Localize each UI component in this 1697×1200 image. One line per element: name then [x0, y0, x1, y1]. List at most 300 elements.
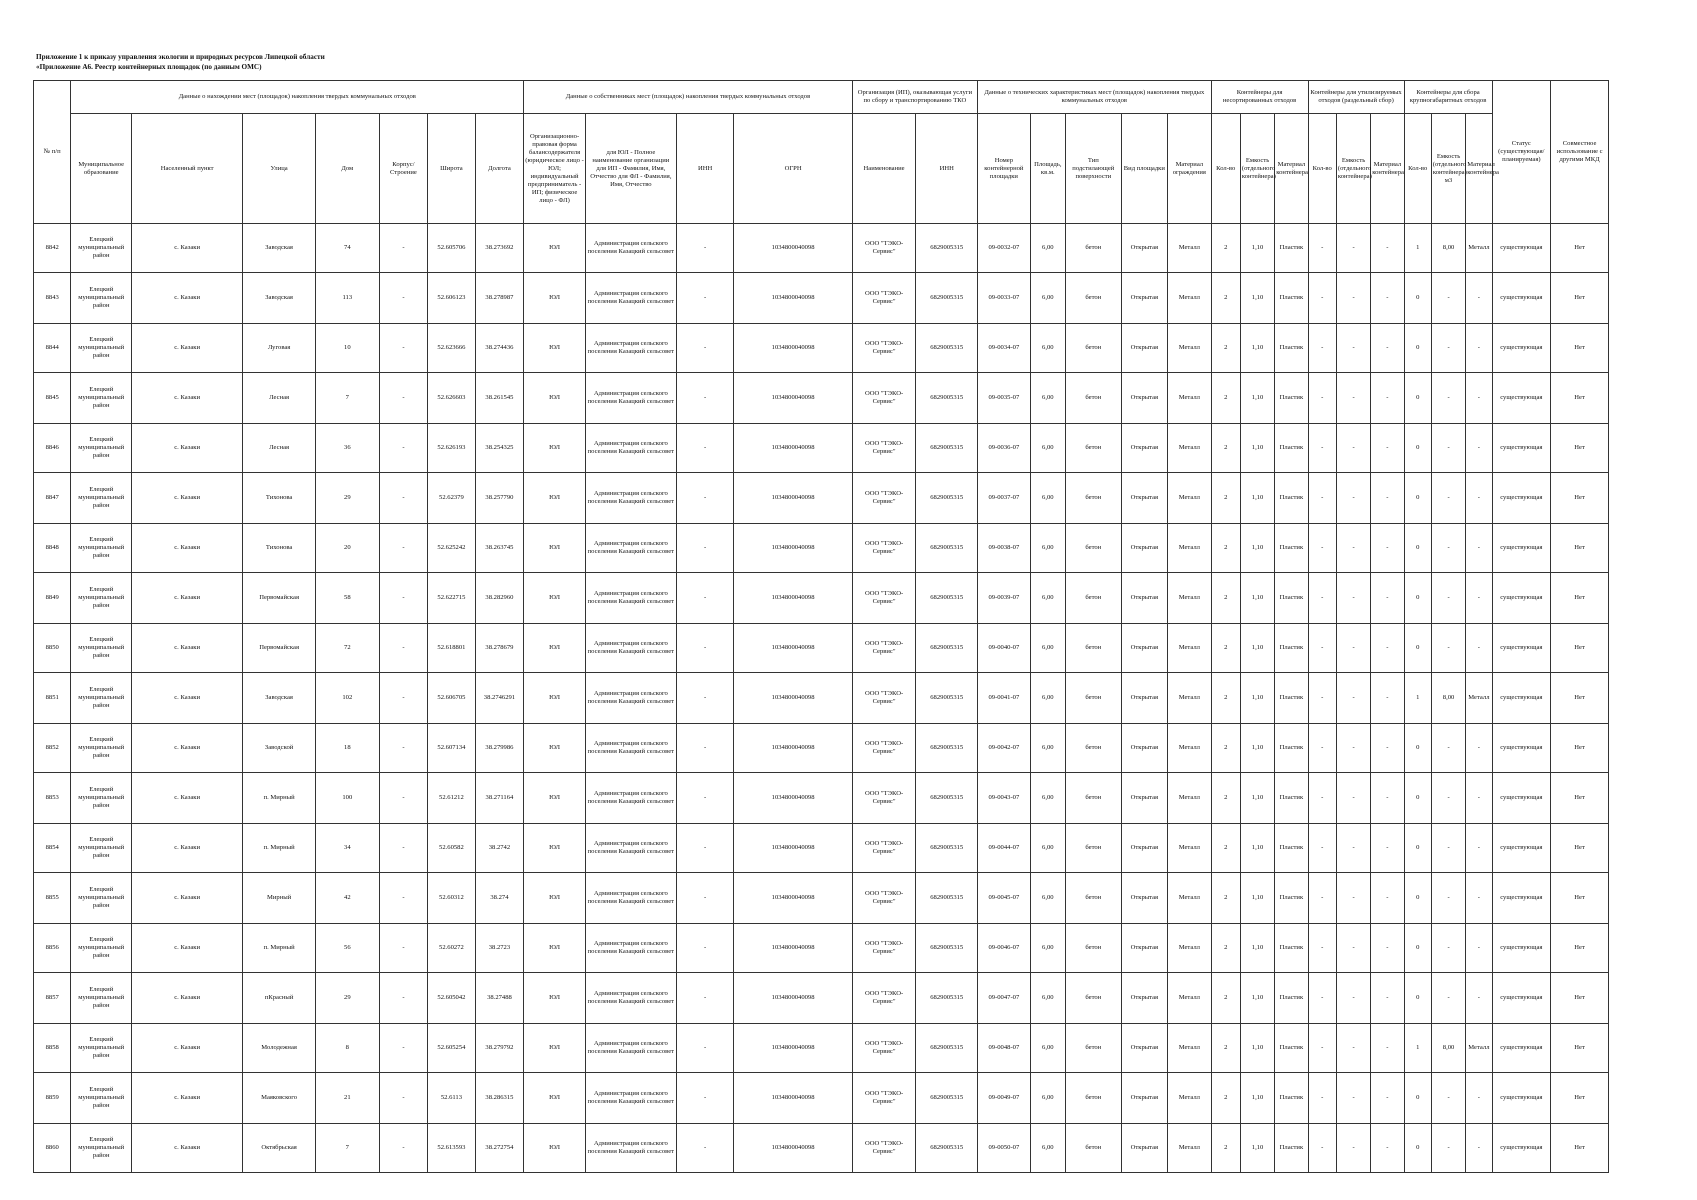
- cell-ogrn: 1034800040098: [734, 924, 852, 973]
- cell-recycle-qty: -: [1308, 973, 1336, 1024]
- cell-unsorted-qty: 2: [1211, 624, 1240, 673]
- cell-operator-inn: 6829005315: [916, 724, 978, 773]
- cell-recycle-capacity: -: [1336, 373, 1370, 424]
- cell-house: 7: [315, 373, 379, 424]
- cell-owner-name: Администрация сельского поселения Казацкий сельсовет: [585, 924, 676, 973]
- cell-bulky-qty: 0: [1404, 1073, 1431, 1124]
- cell-ogrn: 1034800040098: [734, 324, 852, 373]
- cell-operator-name: ООО "ТЭКО-Сервис": [852, 424, 916, 473]
- cell-municipality: Елецкий муниципальный район: [71, 424, 132, 473]
- cell-street: пКрасный: [243, 973, 316, 1024]
- cell-bulky-material: -: [1466, 924, 1492, 973]
- cell-lon: 38.27488: [475, 973, 524, 1024]
- cell-recycle-material: -: [1371, 324, 1404, 373]
- col-header-site-number: Номер контейнерной площадки: [978, 114, 1031, 224]
- cell-unsorted-material: Пластик: [1275, 573, 1308, 624]
- cell-area: 6,00: [1030, 924, 1065, 973]
- cell-surface: бетон: [1066, 373, 1122, 424]
- col-header-number: № п/п: [34, 81, 71, 224]
- cell-building: -: [379, 324, 428, 373]
- table-body: [34, 224, 1609, 1173]
- cell-recycle-capacity: -: [1336, 1073, 1370, 1124]
- cell-site-type: Открытая: [1121, 673, 1167, 724]
- cell-lon: 38.274: [475, 873, 524, 924]
- cell-shared: Нет: [1551, 324, 1609, 373]
- cell-building: -: [379, 273, 428, 324]
- cell-surface: бетон: [1066, 524, 1122, 573]
- cell-settlement: с. Казаки: [132, 824, 243, 873]
- cell-operator-inn: 6829005315: [916, 924, 978, 973]
- cell-house: 74: [315, 224, 379, 273]
- cell-lat: 52.607134: [428, 724, 476, 773]
- cell-fence: Металл: [1168, 673, 1211, 724]
- cell-settlement: с. Казаки: [132, 624, 243, 673]
- cell-site-number: 09-0036-07: [978, 424, 1031, 473]
- cell-surface: бетон: [1066, 873, 1122, 924]
- cell-municipality: Елецкий муниципальный район: [71, 724, 132, 773]
- cell-inn: -: [676, 673, 734, 724]
- cell-ogrn: 1034800040098: [734, 424, 852, 473]
- cell-settlement: с. Казаки: [132, 1124, 243, 1173]
- table-row: [34, 524, 1609, 573]
- col-header-surface: Тип подстилающей поверхности: [1066, 114, 1122, 224]
- table-row: [34, 924, 1609, 973]
- cell-fence: Металл: [1168, 873, 1211, 924]
- cell-ogrn: 1034800040098: [734, 1024, 852, 1073]
- table-row: [34, 424, 1609, 473]
- cell-recycle-qty: -: [1308, 673, 1336, 724]
- cell-municipality: Елецкий муниципальный район: [71, 324, 132, 373]
- cell-surface: бетон: [1066, 624, 1122, 673]
- col-header-bulky-capacity: Емкость (отдельного контейнера) м3: [1431, 114, 1465, 224]
- cell-ogrn: 1034800040098: [734, 1073, 852, 1124]
- cell-settlement: с. Казаки: [132, 273, 243, 324]
- cell-bulky-material: -: [1466, 824, 1492, 873]
- cell-operator-inn: 6829005315: [916, 524, 978, 573]
- cell-site-number: 09-0039-07: [978, 573, 1031, 624]
- cell-site-type: Открытая: [1121, 873, 1167, 924]
- cell-operator-inn: 6829005315: [916, 224, 978, 273]
- cell-area: 6,00: [1030, 373, 1065, 424]
- cell-recycle-capacity: -: [1336, 524, 1370, 573]
- cell-recycle-capacity: -: [1336, 924, 1370, 973]
- cell-recycle-material: -: [1371, 873, 1404, 924]
- cell-settlement: с. Казаки: [132, 924, 243, 973]
- cell-site-type: Открытая: [1121, 973, 1167, 1024]
- cell-org-form: ЮЛ: [524, 524, 586, 573]
- cell-unsorted-qty: 2: [1211, 1124, 1240, 1173]
- cell-shared: Нет: [1551, 1024, 1609, 1073]
- cell-fence: Металл: [1168, 824, 1211, 873]
- group-header-bulky: Контейнеры для сбора крупногабаритных отходов: [1404, 81, 1492, 114]
- cell-house: 29: [315, 973, 379, 1024]
- cell-status: существующая: [1492, 873, 1551, 924]
- cell-shared: Нет: [1551, 873, 1609, 924]
- table-row: [34, 573, 1609, 624]
- cell-municipality: Елецкий муниципальный район: [71, 224, 132, 273]
- cell-operator-name: ООО "ТЭКО-Сервис": [852, 1124, 916, 1173]
- cell-bulky-capacity: -: [1431, 524, 1465, 573]
- cell-site-number: 09-0042-07: [978, 724, 1031, 773]
- cell-site-number: 09-0038-07: [978, 524, 1031, 573]
- cell-number: 8845: [34, 373, 71, 424]
- cell-number: 8853: [34, 773, 71, 824]
- cell-building: -: [379, 1024, 428, 1073]
- cell-operator-inn: 6829005315: [916, 1073, 978, 1124]
- cell-org-form: ЮЛ: [524, 1124, 586, 1173]
- cell-municipality: Елецкий муниципальный район: [71, 624, 132, 673]
- cell-operator-name: ООО "ТЭКО-Сервис": [852, 673, 916, 724]
- cell-lon: 38.279986: [475, 724, 524, 773]
- col-header-fence: Материал ограждения: [1168, 114, 1211, 224]
- cell-bulky-material: -: [1466, 473, 1492, 524]
- cell-lat: 52.60272: [428, 924, 476, 973]
- cell-operator-name: ООО "ТЭКО-Сервис": [852, 973, 916, 1024]
- cell-bulky-capacity: -: [1431, 624, 1465, 673]
- cell-operator-name: ООО "ТЭКО-Сервис": [852, 624, 916, 673]
- cell-inn: -: [676, 224, 734, 273]
- cell-shared: Нет: [1551, 824, 1609, 873]
- cell-settlement: с. Казаки: [132, 473, 243, 524]
- cell-inn: -: [676, 573, 734, 624]
- cell-inn: -: [676, 373, 734, 424]
- cell-unsorted-capacity: 1,10: [1240, 324, 1274, 373]
- cell-settlement: с. Казаки: [132, 373, 243, 424]
- cell-bulky-material: -: [1466, 1073, 1492, 1124]
- cell-inn: -: [676, 924, 734, 973]
- cell-unsorted-capacity: 1,10: [1240, 973, 1274, 1024]
- cell-unsorted-material: Пластик: [1275, 373, 1308, 424]
- cell-recycle-material: -: [1371, 773, 1404, 824]
- cell-owner-name: Администрация сельского поселения Казацкий сельсовет: [585, 1073, 676, 1124]
- cell-street: Заводской: [243, 724, 316, 773]
- cell-number: 8858: [34, 1024, 71, 1073]
- cell-operator-inn: 6829005315: [916, 673, 978, 724]
- cell-operator-inn: 6829005315: [916, 473, 978, 524]
- cell-inn: -: [676, 624, 734, 673]
- cell-org-form: ЮЛ: [524, 1024, 586, 1073]
- cell-operator-inn: 6829005315: [916, 273, 978, 324]
- table-row: [34, 273, 1609, 324]
- cell-inn: -: [676, 273, 734, 324]
- cell-ogrn: 1034800040098: [734, 973, 852, 1024]
- cell-municipality: Елецкий муниципальный район: [71, 673, 132, 724]
- cell-owner-name: Администрация сельского поселения Казацкий сельсовет: [585, 673, 676, 724]
- cell-bulky-qty: 0: [1404, 573, 1431, 624]
- cell-org-form: ЮЛ: [524, 324, 586, 373]
- cell-unsorted-qty: 2: [1211, 873, 1240, 924]
- cell-unsorted-material: Пластик: [1275, 473, 1308, 524]
- cell-surface: бетон: [1066, 324, 1122, 373]
- cell-lon: 38.263745: [475, 524, 524, 573]
- cell-site-type: Открытая: [1121, 424, 1167, 473]
- cell-unsorted-material: Пластик: [1275, 773, 1308, 824]
- cell-bulky-qty: 0: [1404, 624, 1431, 673]
- cell-status: существующая: [1492, 673, 1551, 724]
- cell-building: -: [379, 673, 428, 724]
- cell-recycle-capacity: -: [1336, 673, 1370, 724]
- cell-inn: -: [676, 824, 734, 873]
- cell-bulky-capacity: 8,00: [1431, 673, 1465, 724]
- cell-status: существующая: [1492, 473, 1551, 524]
- cell-house: 7: [315, 1124, 379, 1173]
- cell-recycle-capacity: -: [1336, 473, 1370, 524]
- cell-bulky-capacity: -: [1431, 824, 1465, 873]
- cell-municipality: Елецкий муниципальный район: [71, 973, 132, 1024]
- cell-bulky-capacity: -: [1431, 373, 1465, 424]
- cell-building: -: [379, 873, 428, 924]
- cell-recycle-material: -: [1371, 673, 1404, 724]
- cell-inn: -: [676, 773, 734, 824]
- cell-lat: 52.626193: [428, 424, 476, 473]
- col-header-owner-name: для ЮЛ - Полное наименование организации для ИП - Фамилия, Имя, Отчество для ФЛ - Фамилия, Имя, Отчество: [585, 114, 676, 224]
- cell-bulky-capacity: -: [1431, 724, 1465, 773]
- cell-number: 8849: [34, 573, 71, 624]
- cell-status: существующая: [1492, 224, 1551, 273]
- cell-bulky-material: -: [1466, 973, 1492, 1024]
- cell-surface: бетон: [1066, 673, 1122, 724]
- cell-operator-inn: 6829005315: [916, 624, 978, 673]
- cell-number: 8855: [34, 873, 71, 924]
- cell-building: -: [379, 424, 428, 473]
- cell-surface: бетон: [1066, 1124, 1122, 1173]
- cell-unsorted-capacity: 1,10: [1240, 473, 1274, 524]
- cell-site-number: 09-0046-07: [978, 924, 1031, 973]
- cell-unsorted-capacity: 1,10: [1240, 524, 1274, 573]
- cell-bulky-qty: 1: [1404, 673, 1431, 724]
- cell-building: -: [379, 224, 428, 273]
- col-header-unsorted-material: Материал контейнера: [1275, 114, 1308, 224]
- group-header-recycle: Контейнеры для утилизируемых отходов (раздельный сбор): [1308, 81, 1404, 114]
- cell-number: 8848: [34, 524, 71, 573]
- cell-recycle-material: -: [1371, 1124, 1404, 1173]
- cell-recycle-material: -: [1371, 373, 1404, 424]
- cell-lat: 52.625242: [428, 524, 476, 573]
- cell-status: существующая: [1492, 724, 1551, 773]
- cell-fence: Металл: [1168, 324, 1211, 373]
- cell-surface: бетон: [1066, 273, 1122, 324]
- cell-building: -: [379, 624, 428, 673]
- table-row: [34, 324, 1609, 373]
- cell-unsorted-capacity: 1,10: [1240, 1024, 1274, 1073]
- cell-bulky-qty: 0: [1404, 773, 1431, 824]
- cell-settlement: с. Казаки: [132, 773, 243, 824]
- cell-owner-name: Администрация сельского поселения Казацкий сельсовет: [585, 324, 676, 373]
- cell-ogrn: 1034800040098: [734, 873, 852, 924]
- cell-settlement: с. Казаки: [132, 424, 243, 473]
- cell-street: Мирный: [243, 873, 316, 924]
- col-header-status: Статус (существующая/планируемая): [1492, 81, 1551, 224]
- cell-unsorted-capacity: 1,10: [1240, 1124, 1274, 1173]
- cell-lat: 52.605254: [428, 1024, 476, 1073]
- cell-status: существующая: [1492, 1124, 1551, 1173]
- col-header-municipality: Муниципальное образование: [71, 114, 132, 224]
- cell-number: 8856: [34, 924, 71, 973]
- cell-recycle-material: -: [1371, 273, 1404, 324]
- cell-house: 58: [315, 573, 379, 624]
- table-row: [34, 224, 1609, 273]
- cell-ogrn: 1034800040098: [734, 773, 852, 824]
- cell-unsorted-qty: 2: [1211, 973, 1240, 1024]
- cell-municipality: Елецкий муниципальный район: [71, 524, 132, 573]
- cell-unsorted-material: Пластик: [1275, 973, 1308, 1024]
- cell-org-form: ЮЛ: [524, 573, 586, 624]
- cell-bulky-capacity: -: [1431, 424, 1465, 473]
- cell-bulky-capacity: -: [1431, 324, 1465, 373]
- cell-lon: 38.2742: [475, 824, 524, 873]
- cell-unsorted-qty: 2: [1211, 424, 1240, 473]
- cell-recycle-capacity: -: [1336, 724, 1370, 773]
- cell-org-form: ЮЛ: [524, 224, 586, 273]
- col-header-site-type: Вид площадки: [1121, 114, 1167, 224]
- cell-lat: 52.605706: [428, 224, 476, 273]
- cell-owner-name: Администрация сельского поселения Казацкий сельсовет: [585, 373, 676, 424]
- cell-recycle-material: -: [1371, 724, 1404, 773]
- table-row: [34, 673, 1609, 724]
- cell-org-form: ЮЛ: [524, 673, 586, 724]
- col-header-bulky-qty: Кол-во: [1404, 114, 1431, 224]
- cell-lon: 38.2723: [475, 924, 524, 973]
- group-header-unsorted: Контейнеры для несортированных отходов: [1211, 81, 1308, 114]
- group-header-operator: Организация (ИП), оказывающая услуги по сбору и транспортированию ТКО: [852, 81, 977, 114]
- cell-shared: Нет: [1551, 373, 1609, 424]
- cell-street: Молодежная: [243, 1024, 316, 1073]
- cell-building: -: [379, 1124, 428, 1173]
- cell-municipality: Елецкий муниципальный район: [71, 373, 132, 424]
- cell-operator-inn: 6829005315: [916, 773, 978, 824]
- cell-site-number: 09-0047-07: [978, 973, 1031, 1024]
- cell-lon: 38.282960: [475, 573, 524, 624]
- cell-bulky-capacity: -: [1431, 973, 1465, 1024]
- cell-house: 36: [315, 424, 379, 473]
- cell-number: 8844: [34, 324, 71, 373]
- cell-recycle-material: -: [1371, 924, 1404, 973]
- cell-recycle-qty: -: [1308, 373, 1336, 424]
- cell-bulky-qty: 0: [1404, 973, 1431, 1024]
- cell-unsorted-material: Пластик: [1275, 424, 1308, 473]
- cell-bulky-qty: 1: [1404, 1024, 1431, 1073]
- cell-shared: Нет: [1551, 273, 1609, 324]
- cell-street: Заводская: [243, 224, 316, 273]
- cell-fence: Металл: [1168, 924, 1211, 973]
- cell-status: существующая: [1492, 1024, 1551, 1073]
- cell-bulky-capacity: -: [1431, 924, 1465, 973]
- cell-surface: бетон: [1066, 1073, 1122, 1124]
- cell-settlement: с. Казаки: [132, 673, 243, 724]
- cell-recycle-capacity: -: [1336, 273, 1370, 324]
- cell-ogrn: 1034800040098: [734, 473, 852, 524]
- cell-building: -: [379, 773, 428, 824]
- cell-surface: бетон: [1066, 573, 1122, 624]
- cell-house: 56: [315, 924, 379, 973]
- cell-recycle-capacity: -: [1336, 424, 1370, 473]
- cell-site-type: Открытая: [1121, 1124, 1167, 1173]
- cell-inn: -: [676, 524, 734, 573]
- cell-recycle-capacity: -: [1336, 973, 1370, 1024]
- cell-lat: 52.622715: [428, 573, 476, 624]
- col-header-settlement: Населенный пункт: [132, 114, 243, 224]
- cell-unsorted-qty: 2: [1211, 824, 1240, 873]
- cell-site-type: Открытая: [1121, 1024, 1167, 1073]
- table-row: [34, 1024, 1609, 1073]
- cell-unsorted-material: Пластик: [1275, 924, 1308, 973]
- cell-surface: бетон: [1066, 424, 1122, 473]
- document-header: [36, 52, 325, 72]
- cell-number: 8852: [34, 724, 71, 773]
- cell-site-type: Открытая: [1121, 473, 1167, 524]
- cell-site-type: Открытая: [1121, 224, 1167, 273]
- cell-operator-name: ООО "ТЭКО-Сервис": [852, 924, 916, 973]
- cell-unsorted-capacity: 1,10: [1240, 573, 1274, 624]
- cell-house: 102: [315, 673, 379, 724]
- cell-shared: Нет: [1551, 424, 1609, 473]
- cell-settlement: с. Казаки: [132, 524, 243, 573]
- cell-shared: Нет: [1551, 924, 1609, 973]
- cell-shared: Нет: [1551, 473, 1609, 524]
- cell-number: 8854: [34, 824, 71, 873]
- cell-street: Первомайская: [243, 573, 316, 624]
- cell-unsorted-capacity: 1,10: [1240, 1073, 1274, 1124]
- cell-bulky-material: Металл: [1466, 224, 1492, 273]
- cell-area: 6,00: [1030, 324, 1065, 373]
- cell-area: 6,00: [1030, 273, 1065, 324]
- cell-operator-inn: 6829005315: [916, 373, 978, 424]
- cell-building: -: [379, 924, 428, 973]
- cell-house: 18: [315, 724, 379, 773]
- cell-number: 8851: [34, 673, 71, 724]
- cell-unsorted-qty: 2: [1211, 524, 1240, 573]
- cell-org-form: ЮЛ: [524, 473, 586, 524]
- cell-org-form: ЮЛ: [524, 924, 586, 973]
- cell-lat: 52.6113: [428, 1073, 476, 1124]
- cell-ogrn: 1034800040098: [734, 273, 852, 324]
- cell-area: 6,00: [1030, 973, 1065, 1024]
- cell-recycle-qty: -: [1308, 773, 1336, 824]
- cell-recycle-material: -: [1371, 824, 1404, 873]
- table-row: [34, 873, 1609, 924]
- cell-lat: 52.61212: [428, 773, 476, 824]
- cell-site-number: 09-0040-07: [978, 624, 1031, 673]
- cell-recycle-capacity: -: [1336, 224, 1370, 273]
- col-header-house: Дом: [315, 114, 379, 224]
- cell-street: Лесная: [243, 373, 316, 424]
- cell-owner-name: Администрация сельского поселения Казацкий сельсовет: [585, 1124, 676, 1173]
- cell-owner-name: Администрация сельского поселения Казацкий сельсовет: [585, 724, 676, 773]
- cell-unsorted-capacity: 1,10: [1240, 273, 1274, 324]
- group-header-location: Данные о нахождении мест (площадок) накопления твердых коммунальных отходов: [71, 81, 524, 114]
- cell-ogrn: 1034800040098: [734, 624, 852, 673]
- cell-house: 42: [315, 873, 379, 924]
- cell-municipality: Елецкий муниципальный район: [71, 1024, 132, 1073]
- col-header-operator-inn: ИНН: [916, 114, 978, 224]
- cell-street: п. Мирный: [243, 924, 316, 973]
- cell-area: 6,00: [1030, 1124, 1065, 1173]
- col-header-recycle-capacity: Емкость (отдельного контейнера): [1336, 114, 1370, 224]
- col-header-building: Корпус/Строение: [379, 114, 428, 224]
- cell-owner-name: Администрация сельского поселения Казацкий сельсовет: [585, 573, 676, 624]
- cell-operator-name: ООО "ТЭКО-Сервис": [852, 373, 916, 424]
- cell-unsorted-qty: 2: [1211, 373, 1240, 424]
- cell-unsorted-qty: 2: [1211, 573, 1240, 624]
- cell-house: 21: [315, 1073, 379, 1124]
- cell-lon: 38.278679: [475, 624, 524, 673]
- cell-unsorted-qty: 2: [1211, 1073, 1240, 1124]
- cell-settlement: с. Казаки: [132, 324, 243, 373]
- cell-unsorted-qty: 2: [1211, 773, 1240, 824]
- cell-shared: Нет: [1551, 1073, 1609, 1124]
- cell-unsorted-capacity: 1,10: [1240, 924, 1274, 973]
- cell-lon: 38.254325: [475, 424, 524, 473]
